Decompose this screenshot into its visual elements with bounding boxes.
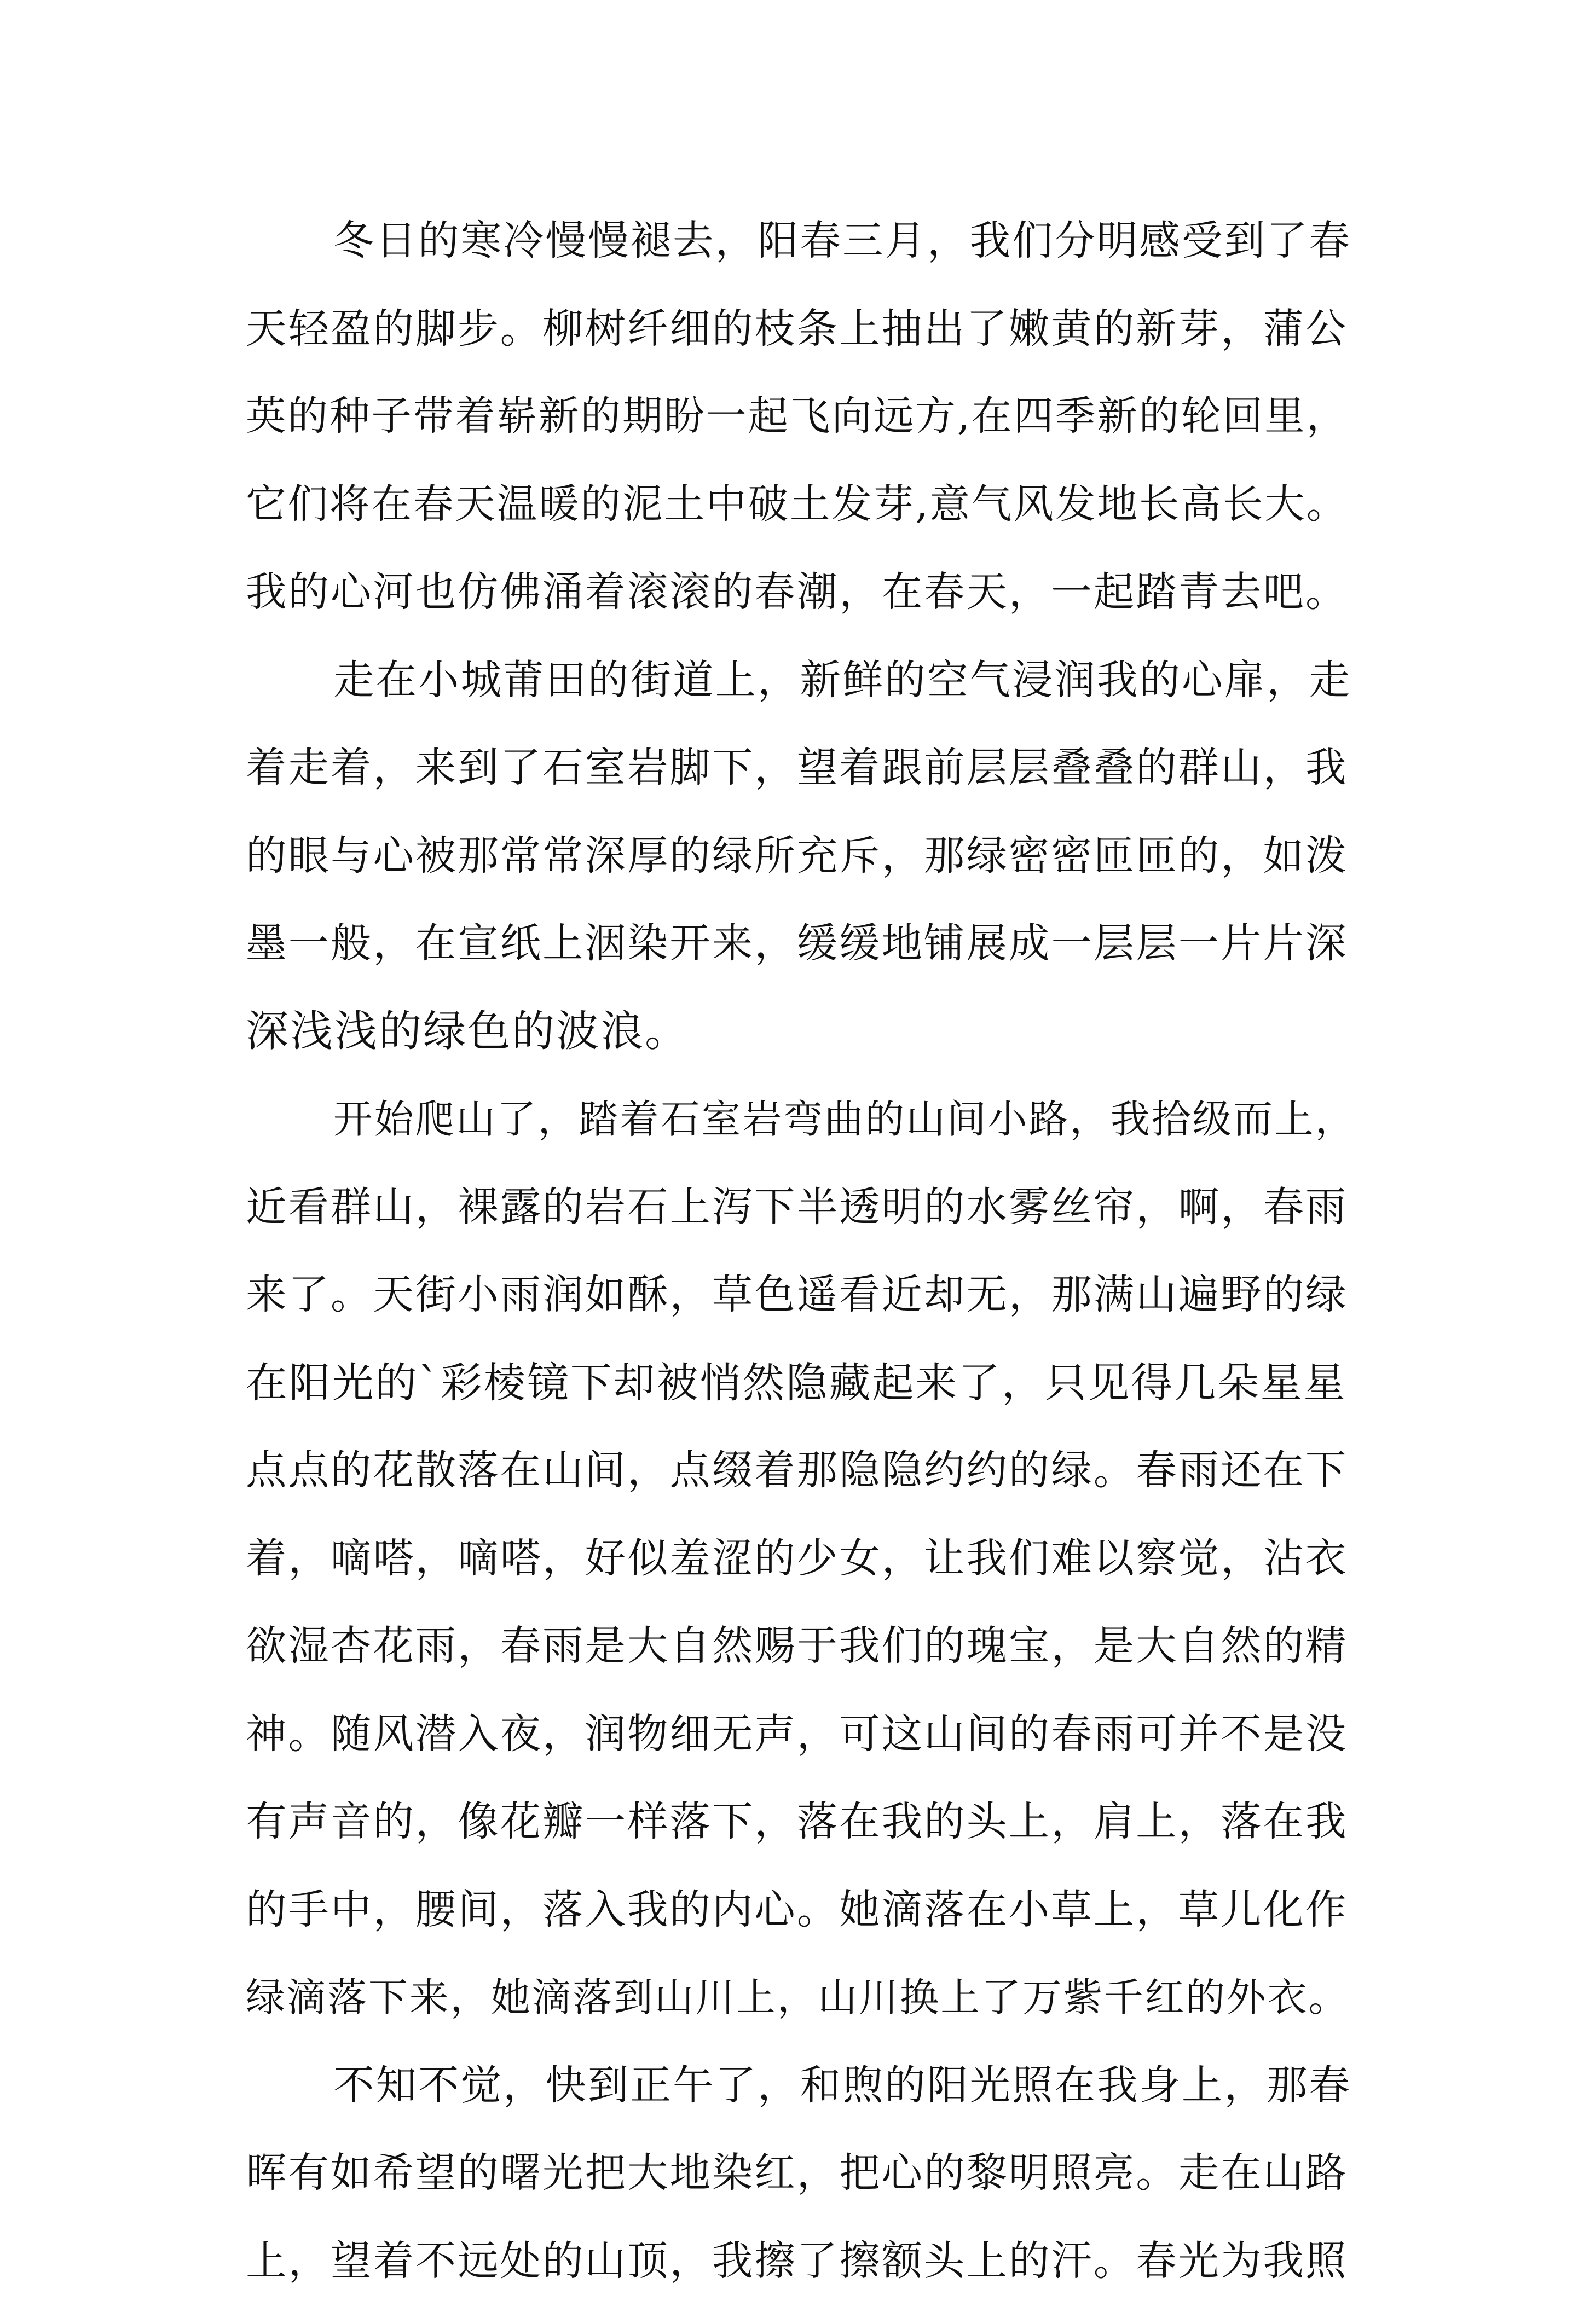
document-body	[246, 216, 1351, 2324]
text-line: 天轻盈的脚步。柳树纤细的枝条上抽出了嫩黄的新芽，蒲公	[246, 304, 1351, 392]
text-line: 着，嘀嗒，嘀嗒，好似羞涩的少女，让我们难以察觉，沾衣	[246, 1534, 1351, 1622]
text-line: 冬日的寒冷慢慢褪去，阳春三月，我们分明感受到了春	[246, 216, 1351, 304]
text-line: 欲湿杏花雨，春雨是大自然赐于我们的瑰宝，是大自然的精	[246, 1621, 1351, 1709]
text-line: 它们将在春天温暖的泥土中破土发芽,意气风发地长高长大。	[246, 480, 1351, 568]
text-line: 的手中，腰间，落入我的内心。她滴落在小草上，草儿化作	[246, 1885, 1351, 1973]
text-line: 上，望着不远处的山顶，我擦了擦额头上的汗。春光为我照	[246, 2236, 1351, 2324]
text-line: 我的心河也仿佛涌着滚滚的春潮，在春天，一起踏青去吧。	[246, 567, 1351, 656]
text-line: 晖有如希望的曙光把大地染红，把心的黎明照亮。走在山路	[246, 2148, 1351, 2236]
text-line: 不知不觉，快到正午了，和煦的阳光照在我身上，那春	[246, 2061, 1351, 2149]
text-line: 来了。天街小雨润如酥，草色遥看近却无，那满山遍野的绿	[246, 1270, 1351, 1358]
text-line: 深浅浅的绿色的波浪。	[246, 1007, 1351, 1095]
text-line: 在阳光的`彩棱镜下却被悄然隐藏起来了，只见得几朵星星	[246, 1358, 1351, 1446]
text-line: 近看群山，裸露的岩石上泻下半透明的水雾丝帘，啊，春雨	[246, 1183, 1351, 1271]
text-line: 有声音的，像花瓣一样落下，落在我的头上，肩上，落在我	[246, 1797, 1351, 1885]
text-line: 着走着，来到了石室岩脚下，望着跟前层层叠叠的群山，我	[246, 743, 1351, 831]
text-line: 墨一般，在宣纸上洇染开来，缓缓地铺展成一层层一片片深	[246, 919, 1351, 1007]
text-line: 绿滴落下来，她滴落到山川上，山川换上了万紫千红的外衣。	[246, 1973, 1351, 2061]
text-line: 的眼与心被那常常深厚的绿所充斥，那绿密密匝匝的，如泼	[246, 831, 1351, 919]
text-line: 英的种子带着崭新的期盼一起飞向远方,在四季新的轮回里，	[246, 392, 1351, 480]
text-line: 点点的花散落在山间，点缀着那隐隐约约的绿。春雨还在下	[246, 1446, 1351, 1534]
text-line: 走在小城莆田的街道上，新鲜的空气浸润我的心扉，走	[246, 656, 1351, 744]
text-line: 开始爬山了，踏着石室岩弯曲的山间小路，我拾级而上，	[246, 1094, 1351, 1183]
text-line: 神。随风潜入夜，润物细无声，可这山间的春雨可并不是没	[246, 1709, 1351, 1798]
